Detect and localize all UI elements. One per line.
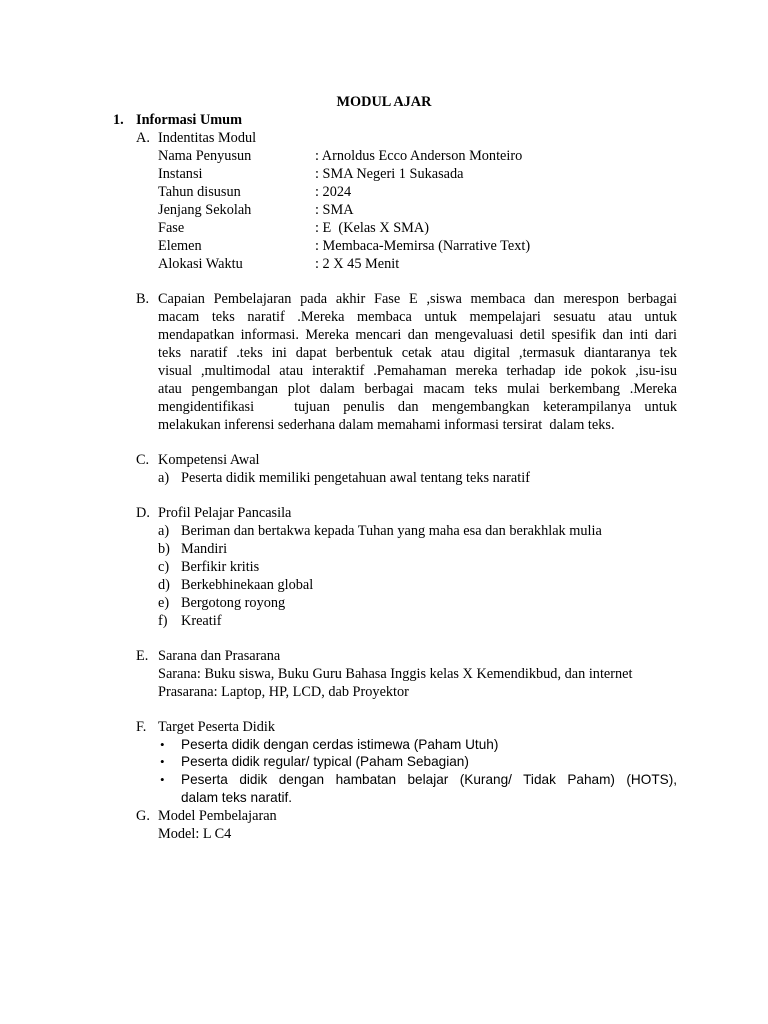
identity-value: : SMA Negeri 1 Sukasada: [315, 166, 464, 182]
section-1-number: 1.: [113, 112, 124, 128]
list-item: Mandiri: [181, 541, 228, 557]
paragraph-line: Capaian Pembelajaran pada akhir Fase E ,siswa membaca dan merespon berbagai: [158, 291, 677, 307]
list-item: Beriman dan bertakwa kepada Tuhan yang maha esa dan berakhlak mulia: [181, 523, 602, 539]
section-1-title: Informasi Umum: [136, 112, 243, 128]
paragraph-line: mendapatkan informasi. Mereka mencari dan mengevaluasi detil spesifik dan inti dari: [158, 327, 677, 343]
bullet-icon: •: [160, 737, 165, 752]
paragraph-line: visual ,multimodal atau interaktif .Pemahaman mereka terhadap ide pokok ,isu-isu: [158, 363, 677, 379]
section-b-letter: B.: [136, 291, 150, 307]
section-c-letter: C.: [136, 452, 150, 468]
list-marker: d): [158, 577, 170, 593]
identity-row-elemen: [158, 237, 531, 255]
sarana-line: Sarana: Buku siswa, Buku Guru Bahasa Inggis kelas X Kemendikbud, dan internet: [158, 666, 633, 682]
identity-label: Alokasi Waktu: [158, 256, 243, 272]
identity-label: Instansi: [158, 166, 203, 182]
identity-value: : E (Kelas X SMA): [315, 220, 429, 236]
identity-value: : Membaca-Memirsa (Narrative Text): [315, 238, 531, 254]
paragraph-line: atau pengembangan plot dalam berbagai macam teks mulai berkembang .Mereka: [158, 381, 677, 397]
prasarana-line: Prasarana: Laptop, HP, LCD, dab Proyektor: [158, 684, 409, 700]
identity-row-instansi: [158, 165, 464, 183]
section-c-heading: Kompetensi Awal: [158, 452, 260, 468]
identity-value: : SMA: [315, 202, 354, 218]
identity-row-fase: [158, 219, 429, 237]
list-item: Peserta didik dengan cerdas istimewa (Paham Utuh): [181, 737, 499, 752]
list-item: Peserta didik regular/ typical (Paham Sebagian): [181, 754, 469, 769]
list-marker: a): [158, 523, 170, 539]
list-item: Kreatif: [181, 613, 222, 629]
paragraph-line: mengidentifikasi tujuan penulis dan mengembangkan keterampilanya untuk: [158, 399, 677, 415]
document-title: MODUL AJAR: [336, 94, 432, 110]
section-e-heading: Sarana dan Prasarana: [158, 648, 281, 664]
section-a-letter: A.: [136, 130, 150, 146]
identity-label: Jenjang Sekolah: [158, 202, 252, 218]
section-f-letter: F.: [136, 719, 147, 735]
list-marker: c): [158, 559, 170, 575]
list-marker: b): [158, 541, 170, 557]
identity-value: : 2 X 45 Menit: [315, 256, 400, 272]
model-line: Model: L C4: [158, 826, 232, 842]
identity-value: : 2024: [315, 184, 352, 200]
identity-row-nama-penyusun: [158, 147, 523, 165]
identity-value: : Arnoldus Ecco Anderson Monteiro: [315, 148, 523, 164]
identity-row-jenjang-sekolah: [158, 201, 354, 219]
identity-row-tahun-disusun: [158, 183, 352, 201]
list-marker: f): [158, 613, 168, 629]
identity-label: Nama Penyusun: [158, 148, 252, 164]
identity-label: Tahun disusun: [158, 184, 241, 200]
identity-label: Fase: [158, 220, 185, 236]
section-f-heading: Target Peserta Didik: [158, 719, 276, 735]
list-marker: e): [158, 595, 170, 611]
section-g-letter: G.: [136, 808, 150, 824]
identity-row-alokasi-waktu: [158, 255, 400, 273]
bullet-icon: •: [160, 754, 165, 769]
identity-label: Elemen: [158, 238, 202, 254]
paragraph-line: melakukan inferensi sederhana dalam memahami informasi tersirat dalam teks.: [158, 417, 615, 433]
list-item: Berkebhinekaan global: [181, 577, 314, 593]
list-item: Berfikir kritis: [181, 559, 260, 575]
list-marker: a): [158, 470, 170, 486]
list-item: Bergotong royong: [181, 595, 286, 611]
paragraph-line: teks naratif .teks ini dapat berbentuk cetak atau digital ,termasuk diantaranya tek: [158, 345, 677, 361]
list-item: Peserta didik memiliki pengetahuan awal tentang teks naratif: [181, 470, 530, 486]
section-b-paragraph: [158, 290, 677, 434]
section-a-heading: Indentitas Modul: [158, 130, 257, 146]
list-item-continuation: dalam teks naratif.: [181, 790, 293, 805]
section-e-letter: E.: [136, 648, 149, 664]
paragraph-line: macam teks naratif .Mereka membaca untuk mempelajari sesuatu atau untuk: [158, 309, 677, 325]
section-d-letter: D.: [136, 505, 150, 521]
section-d-heading: Profil Pelajar Pancasila: [158, 505, 292, 521]
list-item: Peserta didik dengan hambatan belajar (Kurang/ Tidak Paham) (HOTS),: [181, 772, 677, 787]
bullet-icon: •: [160, 772, 165, 787]
section-g-heading: Model Pembelajaran: [158, 808, 277, 824]
